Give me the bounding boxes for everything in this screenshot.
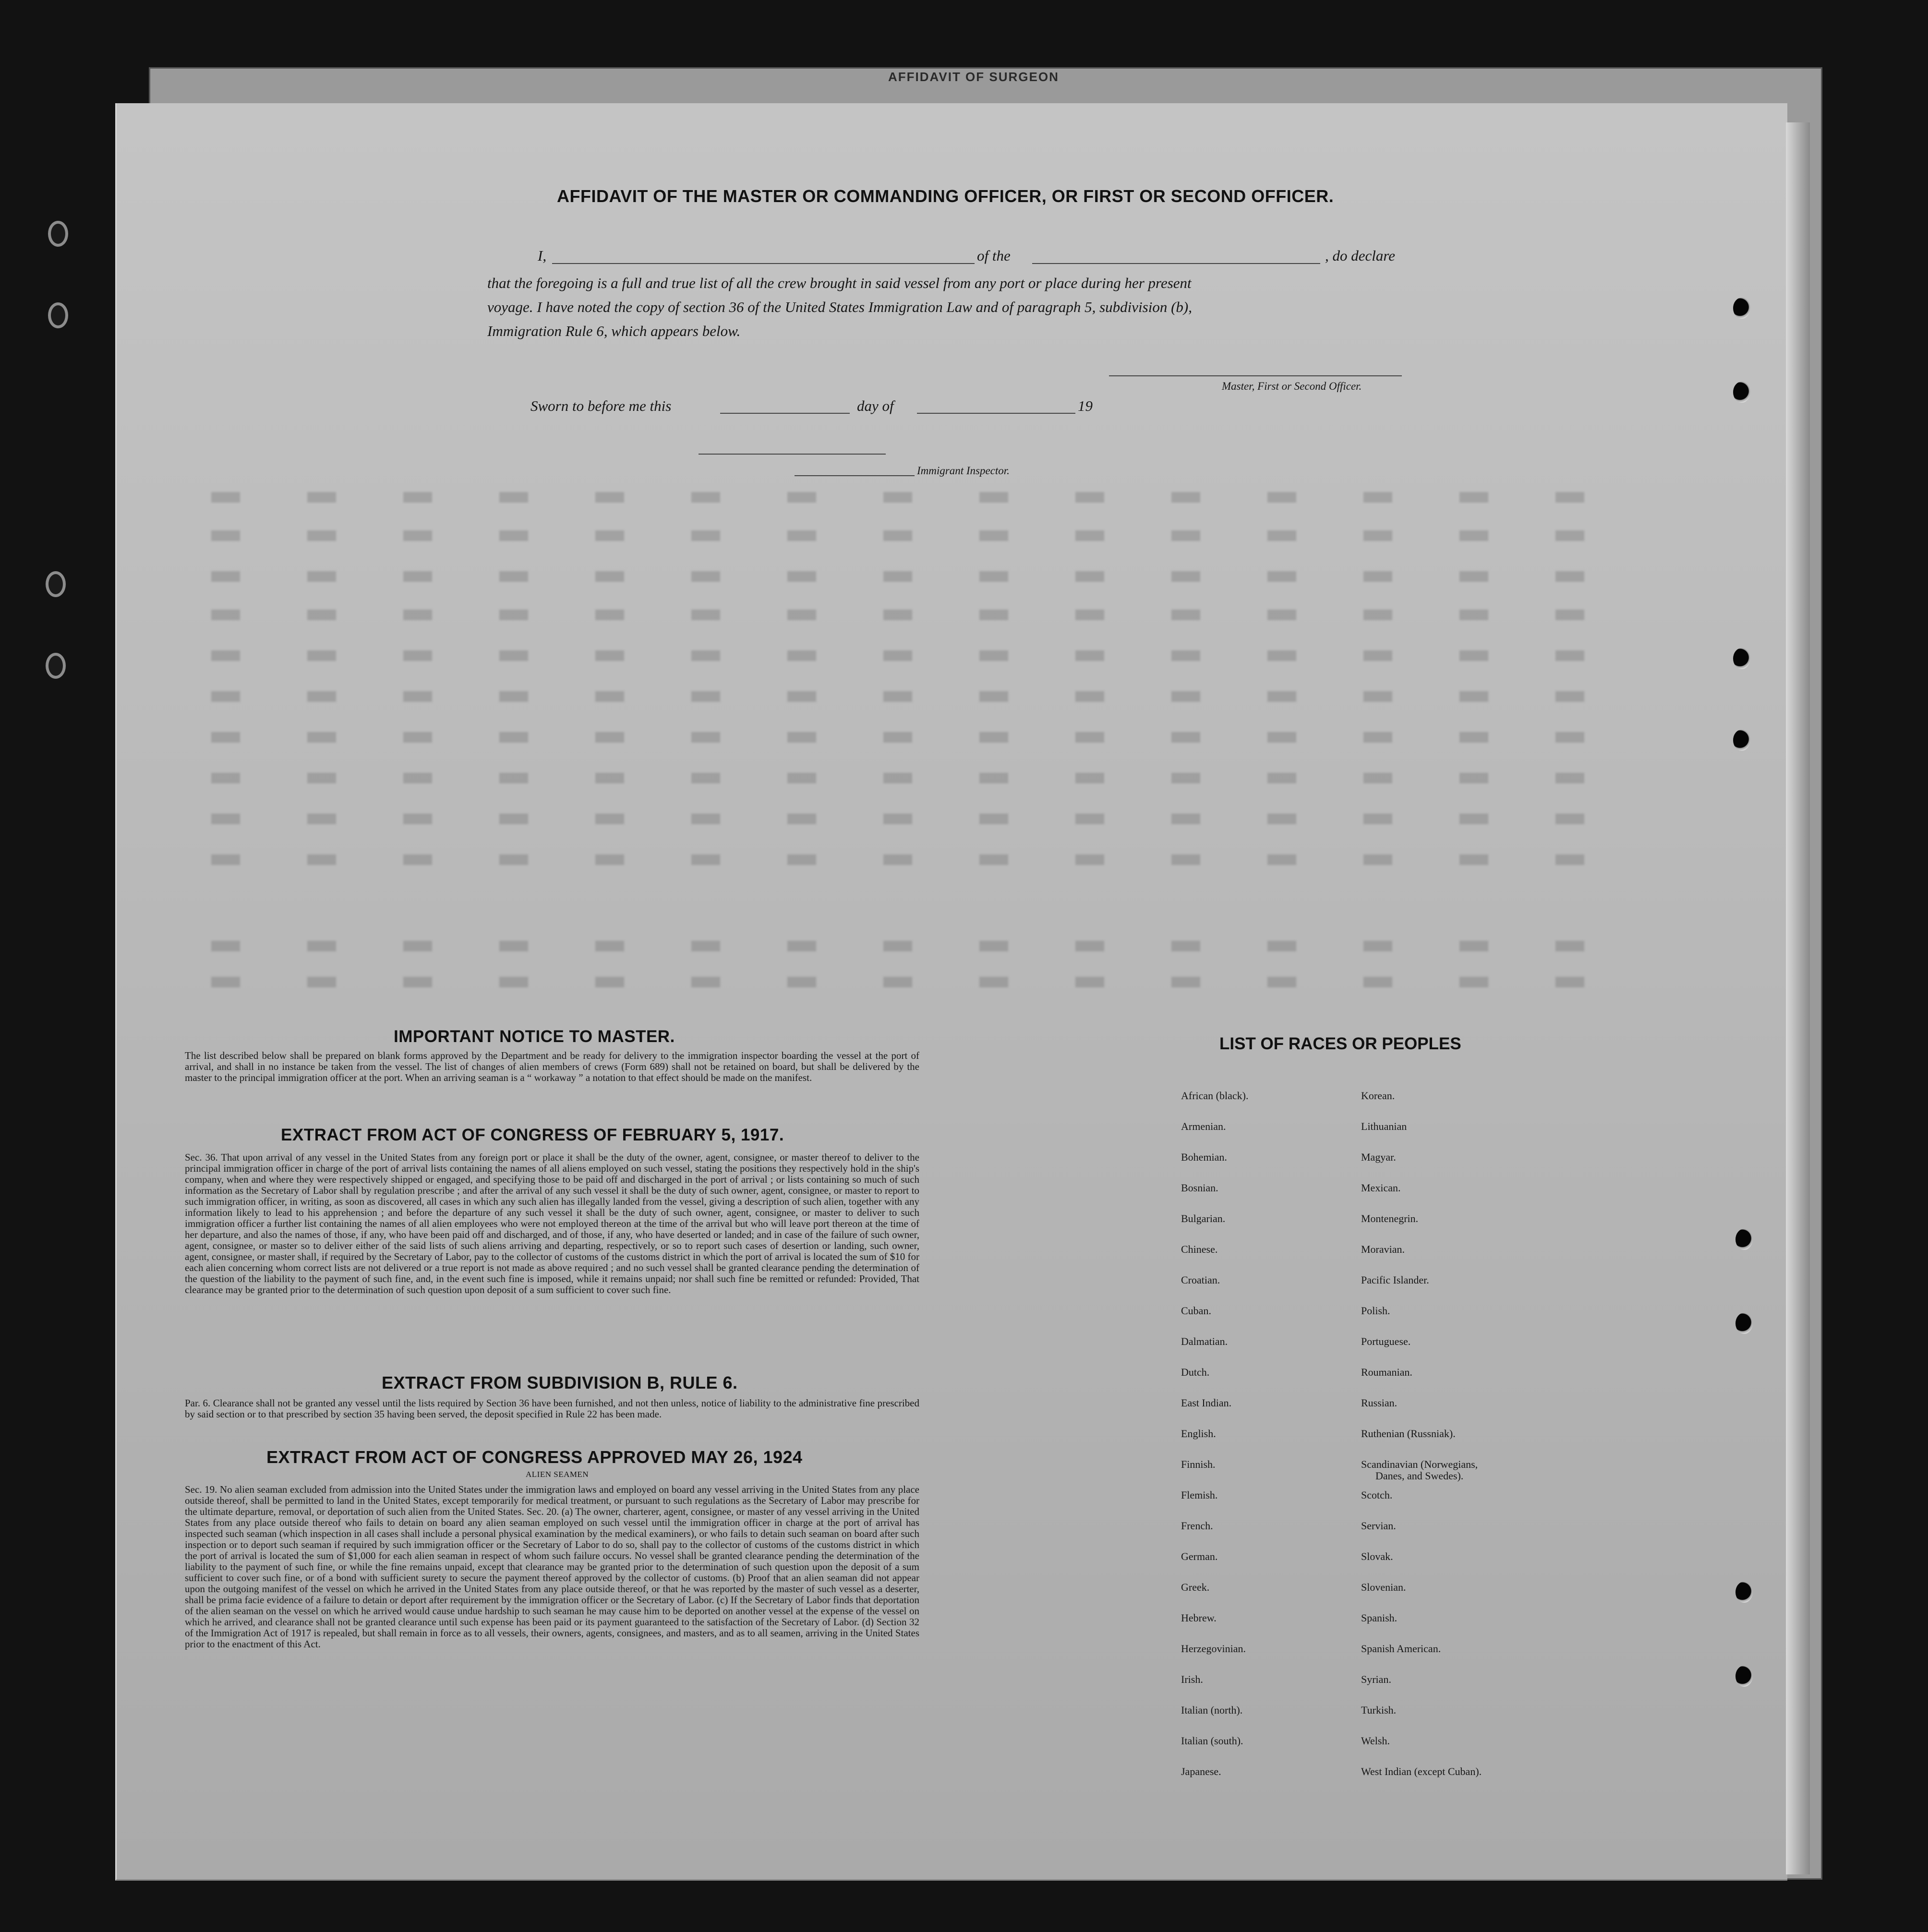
race-item: English. bbox=[1181, 1428, 1216, 1440]
race-item: Finnish. bbox=[1181, 1458, 1216, 1470]
race-item: Montenegrin. bbox=[1361, 1212, 1419, 1224]
extract-1917-text: Sec. 36. That upon arrival of any vessel in the United States from any foreign port or place it shall be the duty of the owner, agent, consignee, or master thereof to deliver to the principal immigration officer in charge of the port of arrival lists containing the names of all aliens employed on such vessel, stating the positions they respectively hold in the ship's company, when and where they were respectively shipped or engaged, and specifying those to be paid off and discharged in the port of arrival ; or lists containing so much of such information as the Secretary of Labor shall by regulation prescribe ; and after the arrival of any such vessel it shall be the duty of such owner, agent, consignee, or master to report to such immigration officer, in writing, as soon as discovered, all cases in which any such alien has illegally landed from the vessel, giving a description of such alien, together with any information likely to lead to his apprehension ; and before the departure of any such vessel it shall be the duty of such owner, agent, consignee, or master to deliver to such immigration officer a further list containing the names of all alien employees who were not employed thereon at the time of the arrival but who will leave port thereon at the time of her departure, and also the names of those, if any, who have been paid off and discharged, and of those, if any, who have deserted or landed; and in case of the failure of such owner, agent, consignee, or master so to deliver either of the said lists of such aliens arriving and departing, respectively, or so to report such cases of desertion or landing, such owner, agent, consignee, or master shall, if required by the Secretary of Labor, pay to the collector of customs of the customs district in which the port of arrival is located the sum of $10 for each alien concerning whom correct lists are not delivered or a true report is not made as above required ; and no such vessel shall be granted clearance pending the determination of the question of the liability to the payment of such fine, and, in the event such fine is imposed, while it remains unpaid; nor shall such fine be remitted or refunded: Provided, That clearance may be granted prior to the determination of such question upon deposit of a sum sufficient to cover such fine. bbox=[185, 1152, 919, 1296]
binder-ring-1 bbox=[48, 221, 68, 247]
affidavit-line-2: that the foregoing is a full and true list of all the crew brought in said vessel from any port or place during her present bbox=[487, 275, 1192, 291]
race-item: Scotch. bbox=[1361, 1489, 1393, 1501]
extract-rule6-heading: EXTRACT FROM SUBDIVISION B, RULE 6. bbox=[382, 1373, 738, 1392]
race-item: Portuguese. bbox=[1361, 1335, 1411, 1347]
race-item: Danes, and Swedes). bbox=[1375, 1470, 1464, 1482]
inspector-line bbox=[795, 475, 915, 476]
extract-1924-text: Sec. 19. No alien seaman excluded from admission into the United States under the immigration laws and employed on board any vessel arriving in the United States from any place outside thereof, shall be permitted to land in the United States, except temporarily for medical treatment, or pursuant to such regulations as the Secretary of Labor may prescribe for the ultimate departure, removal, or deportation of such alien from the United States. Sec. 20. (a) The owner, charterer, agent, consignee, or master of any vessel arriving in the United States from any place outside thereof who fails to detain on board any alien seaman employed on such vessel until the immigration officer in charge at the port of arrival has inspected such seaman (which inspection in all cases shall include a personal physical examination by the medical examiners), or who fails to detain such seaman on board after such inspection or to deport such seaman if required by such immigration officer or the Secretary of Labor to do so, shall pay to the collector of customs of the customs district in which the port of arrival is located the sum of $1,000 for each alien seaman in respect of whom such failure occurs. No vessel shall be granted clearance pending the determination of the liability to the payment of such fine, or while the fine remains unpaid, except that clearance may be granted prior to the determination of such question upon the deposit of a sum sufficient to cover such fine, or of a bond with sufficient surety to secure the payment thereof approved by the collector of customs. (b) Proof that an alien seaman did not appear upon the outgoing manifest of the vessel on which he arrived in the United States from any place outside thereof, or that he was reported by the master of such vessel as a deserter, shall be prima facie evidence of a failure to detain or deport after requirement by the immigration officer or the Secretary of Labor. (c) If the Secretary of Labor finds that deportation of the alien seaman on the vessel on which he arrived would cause undue hardship to such seaman he may cause him to be deported on another vessel at the expense of the vessel on which he arrived, and clearance shall not be granted clearance until such expense has been paid or its payment guaranteed to the satisfaction of the Secretary of Labor. (d) Section 32 of the Immigration Act of 1917 is repealed, but shall remain in force as to all vessels, their owners, agents, consignees, and masters, and as to all seamen, arriving in the United States prior to the enactment of this Act. bbox=[185, 1484, 919, 1650]
race-item: Spanish American. bbox=[1361, 1643, 1441, 1655]
extract-1924-subheading: ALIEN SEAMEN bbox=[526, 1470, 589, 1479]
race-item: Magyar. bbox=[1361, 1151, 1396, 1163]
sworn-month-blank bbox=[917, 413, 1075, 414]
bleed-through-row bbox=[211, 977, 1603, 987]
punch-hole-5 bbox=[1735, 1229, 1753, 1250]
race-item: Armenian. bbox=[1181, 1120, 1226, 1132]
signature-caption: Master, First or Second Officer. bbox=[1222, 380, 1362, 392]
affidavit-of-the: of the bbox=[977, 247, 1011, 264]
race-item: West Indian (except Cuban). bbox=[1361, 1765, 1482, 1777]
back-sheet-header: AFFIDAVIT OF SURGEON bbox=[888, 70, 1059, 84]
race-item: German. bbox=[1181, 1550, 1218, 1562]
punch-hole-2 bbox=[1733, 382, 1750, 403]
notice-heading: IMPORTANT NOTICE TO MASTER. bbox=[394, 1027, 675, 1046]
race-item: French. bbox=[1181, 1520, 1213, 1532]
bleed-through-row bbox=[211, 732, 1603, 743]
notice-text: The list described below shall be prepared on blank forms approved by the Department and be ready for delivery to the immigration inspector boarding the vessel at the port of arrival, and shall in no instance be taken from the vessel. The list of changes of alien members of crews (Form 689) shall not be retained on board, but shall be delivered by the master to the principal immigration officer at the port. When an arriving seaman is a “ workaway ” a notation to that effect should be made on the manifest. bbox=[185, 1050, 919, 1083]
race-item: Lithuanian bbox=[1361, 1120, 1407, 1132]
binder-ring-2 bbox=[48, 302, 68, 328]
punch-hole-6 bbox=[1735, 1313, 1753, 1334]
bleed-through-row bbox=[211, 650, 1603, 661]
affidavit-line-3: voyage. I have noted the copy of section 36 of the United States Immigration Law and of paragraph 5, subdivision (b), bbox=[487, 299, 1192, 315]
race-item: Japanese. bbox=[1181, 1765, 1221, 1777]
vessel-blank bbox=[1032, 263, 1320, 264]
races-heading: LIST OF RACES OR PEOPLES bbox=[1219, 1034, 1461, 1053]
race-item: Moravian. bbox=[1361, 1243, 1405, 1255]
race-item: Irish. bbox=[1181, 1673, 1203, 1685]
race-item: Mexican. bbox=[1361, 1182, 1401, 1194]
bleed-through-row bbox=[211, 814, 1603, 824]
extract-rule6-text: Par. 6. Clearance shall not be granted any vessel until the lists required by Section 36 have been furnished, and not then unless, notice of liability to the administrative fine prescribed by said section or to that prescribed by section 35 having been served, the deposit specified in Rule 22 has been made. bbox=[185, 1397, 919, 1420]
sworn-day-blank bbox=[720, 413, 850, 414]
race-item: Polish. bbox=[1361, 1305, 1390, 1317]
race-item: Italian (north). bbox=[1181, 1704, 1243, 1716]
race-item: Croatian. bbox=[1181, 1274, 1220, 1286]
punch-hole-1 bbox=[1733, 298, 1750, 319]
binder-ring-4 bbox=[46, 653, 66, 679]
bleed-through-row bbox=[211, 854, 1603, 865]
inspector-caption: Immigrant Inspector. bbox=[917, 465, 1010, 477]
race-item: Syrian. bbox=[1361, 1673, 1391, 1685]
race-item: Bohemian. bbox=[1181, 1151, 1227, 1163]
race-item: Korean. bbox=[1361, 1090, 1395, 1102]
race-item: Scandinavian (Norwegians, bbox=[1361, 1458, 1478, 1470]
race-item: Servian. bbox=[1361, 1520, 1396, 1532]
race-item: Italian (south). bbox=[1181, 1735, 1243, 1747]
bleed-through-row bbox=[211, 773, 1603, 783]
punch-hole-4 bbox=[1733, 730, 1750, 751]
bleed-through-row bbox=[211, 691, 1603, 702]
race-item: Turkish. bbox=[1361, 1704, 1397, 1716]
bleed-through-row bbox=[211, 571, 1603, 582]
sworn-day-of: day of bbox=[857, 397, 894, 414]
extract-1917-heading: EXTRACT FROM ACT OF CONGRESS OF FEBRUARY 5, 1917. bbox=[281, 1126, 784, 1144]
name-blank bbox=[552, 263, 975, 264]
race-item: Spanish. bbox=[1361, 1612, 1398, 1624]
binder-ring-3 bbox=[46, 571, 66, 597]
inspector-signature-line bbox=[699, 454, 886, 455]
sworn-prefix: Sworn to before me this bbox=[530, 397, 672, 414]
race-item: Bulgarian. bbox=[1181, 1212, 1226, 1224]
affidavit-title: AFFIDAVIT OF THE MASTER OR COMMANDING OFFICER, OR FIRST OR SECOND OFFICER. bbox=[557, 186, 1334, 206]
race-item: Cuban. bbox=[1181, 1305, 1211, 1317]
race-item: Chinese. bbox=[1181, 1243, 1218, 1255]
bleed-through-row bbox=[211, 492, 1603, 503]
race-item: Dutch. bbox=[1181, 1366, 1210, 1378]
race-item: Hebrew. bbox=[1181, 1612, 1217, 1624]
race-item: Bosnian. bbox=[1181, 1182, 1218, 1194]
race-item: Welsh. bbox=[1361, 1735, 1390, 1747]
bleed-through-row bbox=[211, 530, 1603, 541]
sworn-year: 19 bbox=[1078, 397, 1093, 414]
race-item: Herzegovinian. bbox=[1181, 1643, 1246, 1655]
race-item: Greek. bbox=[1181, 1581, 1210, 1593]
race-item: Slovak. bbox=[1361, 1550, 1393, 1562]
race-item: Flemish. bbox=[1181, 1489, 1218, 1501]
punch-hole-7 bbox=[1735, 1582, 1753, 1603]
affidavit-line-4: Immigration Rule 6, which appears below. bbox=[487, 323, 741, 339]
bleed-through-row bbox=[211, 610, 1603, 620]
race-item: Slovenian. bbox=[1361, 1581, 1406, 1593]
punch-hole-3 bbox=[1733, 648, 1750, 669]
race-item: Pacific Islander. bbox=[1361, 1274, 1429, 1286]
signature-line bbox=[1109, 375, 1402, 376]
race-item: East Indian. bbox=[1181, 1397, 1232, 1409]
affidavit-i: I, bbox=[538, 247, 547, 264]
race-item: Ruthenian (Russniak). bbox=[1361, 1428, 1456, 1440]
race-item: Dalmatian. bbox=[1181, 1335, 1228, 1347]
race-item: Roumanian. bbox=[1361, 1366, 1412, 1378]
page-edge bbox=[1786, 122, 1810, 1874]
punch-hole-8 bbox=[1735, 1666, 1753, 1687]
affidavit-do-declare: , do declare bbox=[1325, 247, 1396, 264]
bleed-through-row bbox=[211, 941, 1603, 951]
extract-1924-heading: EXTRACT FROM ACT OF CONGRESS APPROVED MAY 26, 1924 bbox=[266, 1447, 803, 1467]
race-item: Russian. bbox=[1361, 1397, 1398, 1409]
race-item: African (black). bbox=[1181, 1090, 1249, 1102]
